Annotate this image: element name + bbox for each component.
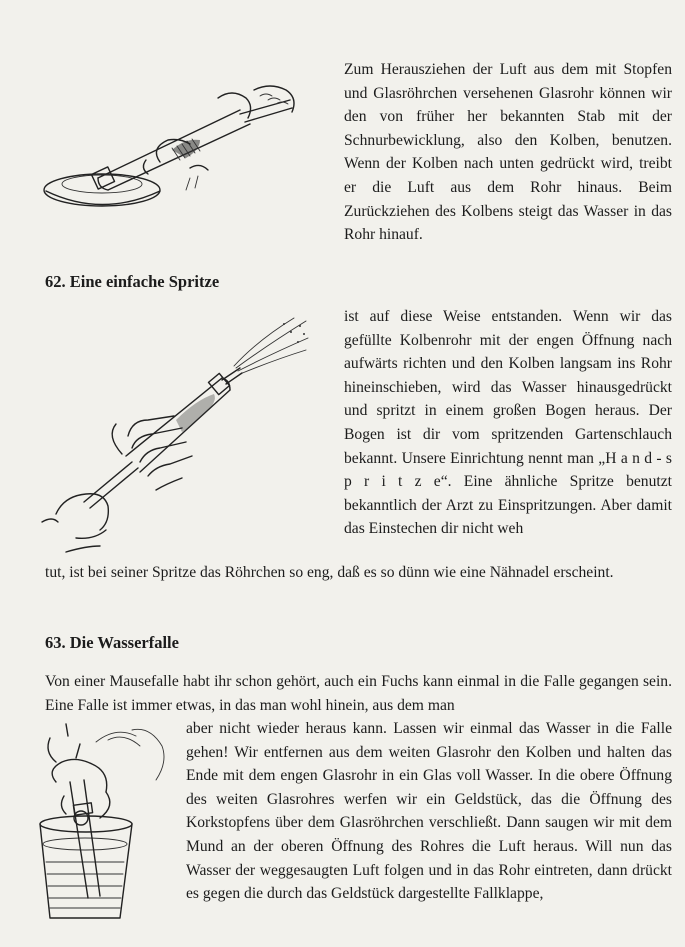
section-62-heading: 62. Eine einfache Spritze [45, 272, 220, 291]
intro-paragraph: Zum Herausziehen der Luft aus dem mit Stopfen und Glasröhrchen versehenen Glasrohr können wir den von früher her bekannten Stab mit der Schnurbewicklung, also den Kolben, benutzen. Wenn der Kolben nach unten gedrückt wird, treibt er die Luft aus dem Rohr hinaus. Beim Zurückziehen des Kolbens steigt das Wasser in das Rohr hinauf. [344, 61, 672, 244]
illustration-water-trap-glass [36, 722, 176, 922]
illustration-piston-tube-saucer [40, 78, 305, 218]
section-62-right-paragraph: ist auf diese Weise entstanden. Wenn wir das gefüllte Kolbenrohr mit der engen Öffnung nach aufwärts richten und den Kolben langsam ins Rohr hineinschieben, wird das Wasser hinausgedrückt und spritzt in einem großen Bogen heraus. Der Bogen ist dir vom spritzenden Gartenschlauch bekannt. Unsere Einrichtung nennt man „H a n d - s p r i t z e“. Eine ähnliche Spritze benutzt bekanntlich der Arzt zu Einspritzungen. Aber damit das Einstechen dir nicht weh [344, 308, 672, 538]
section-63-full-paragraph: Von einer Mausefalle habt ihr schon gehört, auch ein Fuchs kann einmal in die Falle gegangen sein. Eine Falle ist immer etwas, in das man wohl hinein, aus dem man [45, 673, 672, 714]
section-63-right-paragraph: aber nicht wieder heraus kann. Lassen wir einmal das Wasser in die Falle gehen! Wir entfernen aus dem weiten Glasrohr den Kolben und halten das Ende mit dem engen Glasrohr in ein Glas voll Wasser. In die obere Öffnung des weiten Glasrohres werfen wir ein Geldstück, das die Öffnung des Korkstopfens über dem Glasröhrchen verschließt. Dann saugen wir mit dem Mund an der oberen Öffnung des Rohres die Luft heraus. Will nun das Wasser der weggesaugten Luft folgen und in das Rohr eintreten, dann drückt es gegen die durch das Geldstück dargestellte Fallklappe, [186, 720, 672, 903]
illustration-hand-syringe [36, 316, 311, 556]
section-62-full-paragraph: tut, ist bei seiner Spritze das Röhrchen so eng, daß es so dünn wie eine Nähnadel erscheint. [45, 564, 614, 581]
section-63-heading: 63. Die Wasserfalle [45, 633, 179, 652]
